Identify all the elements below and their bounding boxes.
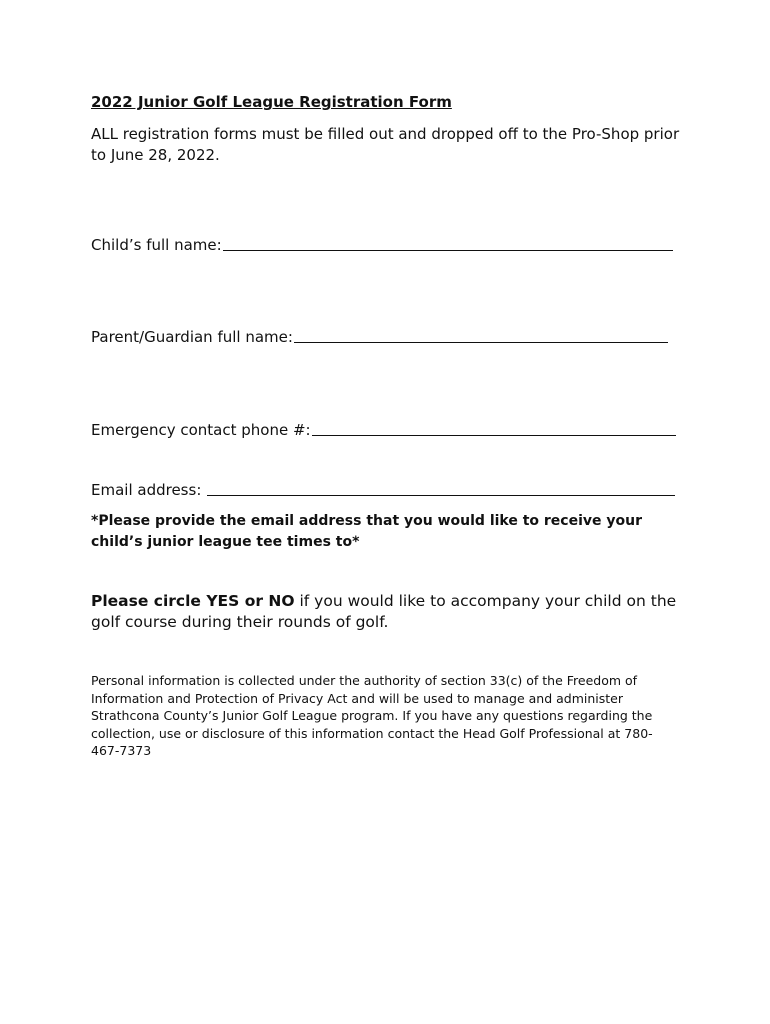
- parent-name-field: [91, 328, 668, 346]
- parent-name-label: Parent/Guardian full name:: [91, 328, 293, 346]
- child-name-label: Child’s full name:: [91, 236, 222, 254]
- emergency-phone-label: Emergency contact phone #:: [91, 421, 311, 439]
- emergency-phone-field: [91, 421, 676, 439]
- parent-name-blank[interactable]: [294, 328, 668, 343]
- emergency-phone-blank[interactable]: [312, 421, 676, 436]
- privacy-statement: Personal information is collected under the authority of section 33(c) of the Freedom of Information and Protection of Privacy Act and will be used to manage and administer Strathcona County’s Junior Golf League program. If you have any questions regarding the collection, use or disclosure of this information contact the Head Golf Professional at 780-467-7373: [91, 673, 653, 758]
- email-note: *Please provide the email address that you would like to receive your child’s junior league tee times to*: [91, 513, 643, 550]
- email-blank[interactable]: [207, 481, 675, 496]
- email-field: [91, 481, 675, 499]
- child-name-blank[interactable]: [223, 236, 673, 251]
- email-label: Email address:: [91, 481, 202, 499]
- circle-note-text: if you would like to accompany your child on the golf course during their rounds of golf.: [91, 592, 677, 631]
- child-name-field: [91, 236, 673, 254]
- form-title: 2022 Junior Golf League Registration Form: [91, 93, 452, 111]
- intro-paragraph: ALL registration forms must be filled out and dropped off to the Pro-Shop prior to June 28, 2022.: [91, 125, 680, 164]
- circle-yes-no-note: [91, 591, 691, 633]
- circle-note-bold: Please circle YES or NO: [91, 592, 295, 610]
